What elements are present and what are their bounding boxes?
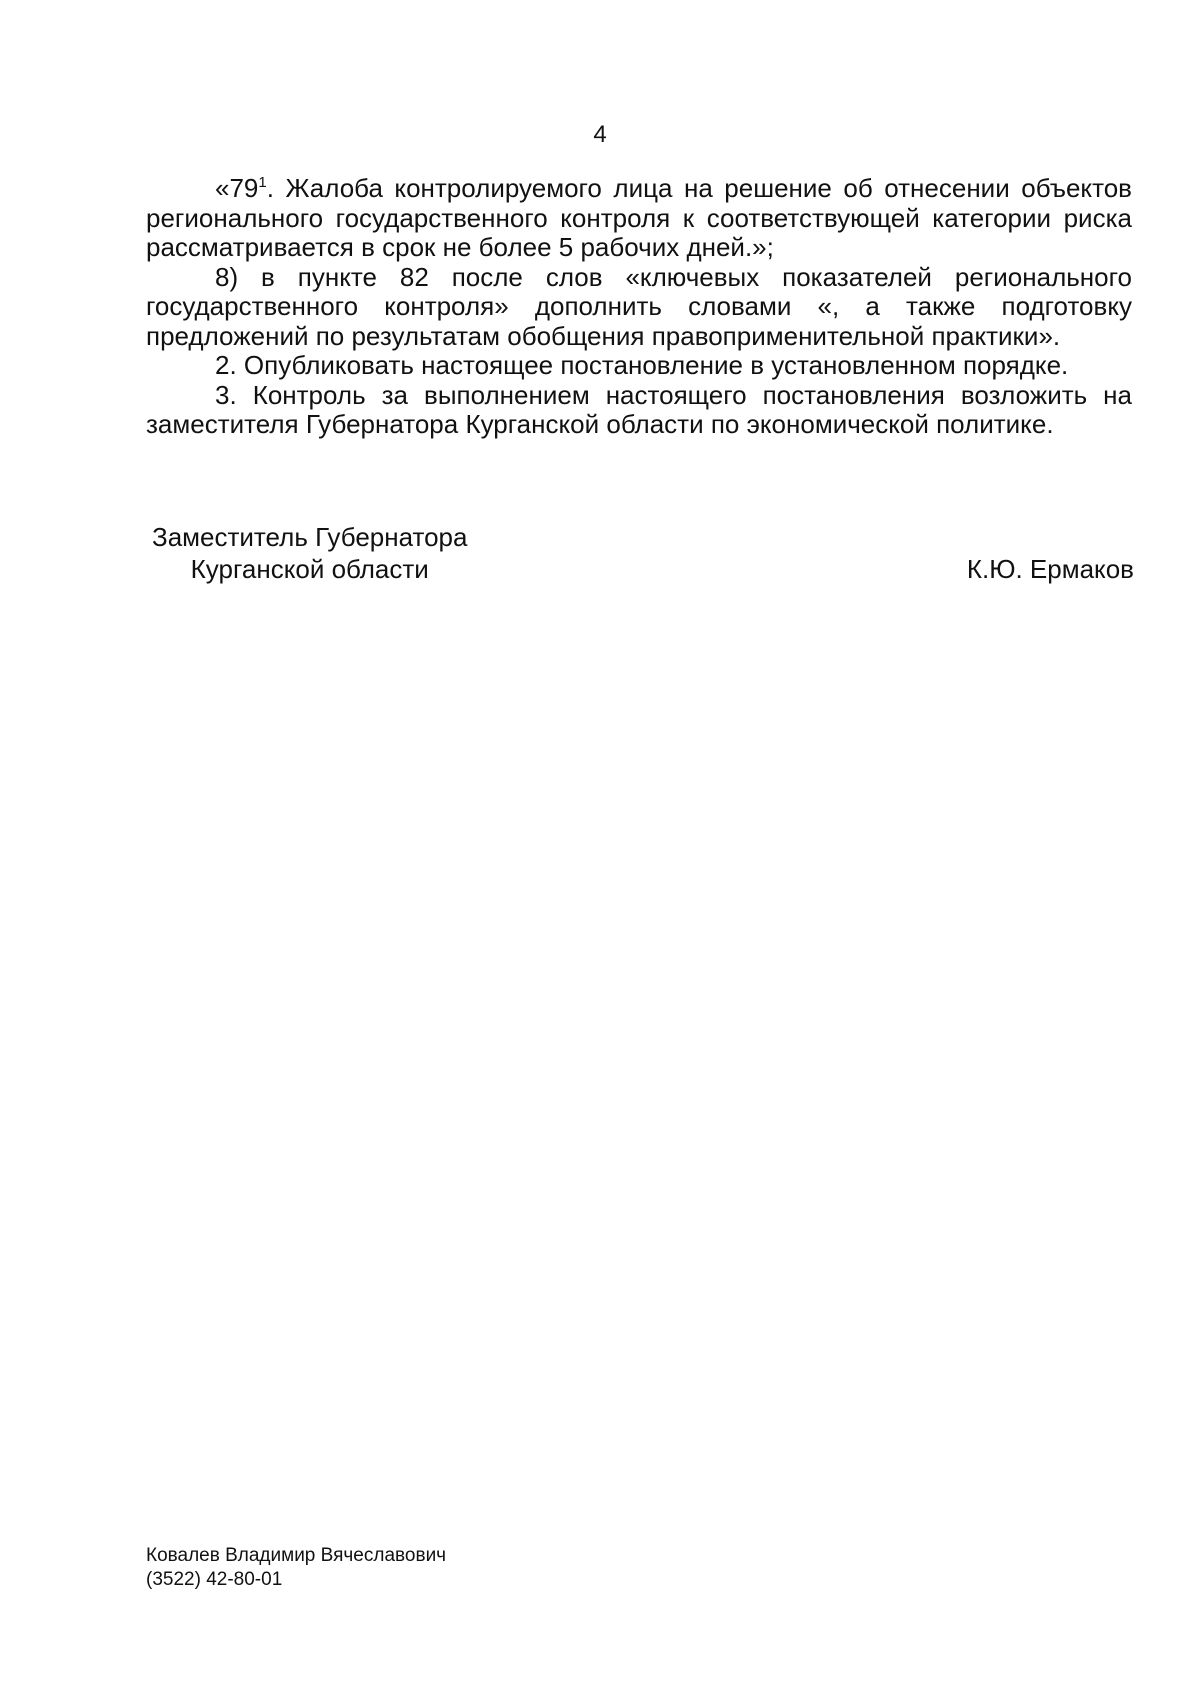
paragraph-text: . Жалоба контролируемого лица на решение об отнесении объектов регионального государственного контроля к соответствующей категории риска рассматривается в срок не более 5 рабочих дней.»; — [146, 173, 1132, 262]
executor-phone: (3522) 42-80-01 — [146, 1569, 283, 1590]
superscript-number: 1 — [258, 174, 267, 191]
signatory-name: К.Ю. Ермаков — [966, 554, 1134, 584]
paragraph-item-8: 8) в пункте 82 после слов «ключевых показателей регионального государственного контроля» дополнить словами «, а также подготовку предложений по результатам обобщения правоприменительной практики». — [146, 261, 1132, 351]
signatory-title-line-2: Курганской области — [190, 554, 429, 584]
executor-block — [146, 1544, 446, 1592]
paragraph-prefix: «79 — [215, 173, 259, 203]
page-number: 4 — [593, 121, 607, 148]
paragraph-79-1 — [146, 174, 1132, 263]
paragraph-item-3: 3. Контроль за выполнением настоящего постановления возложить на заместителя Губернатора Курганской области по экономической политике. — [146, 379, 1132, 439]
signatory-title-line-1: Заместитель Губернатора — [152, 522, 468, 552]
signatory-title — [152, 521, 467, 585]
executor-name: Ковалев Владимир Вячеславович — [146, 1545, 447, 1566]
document-body — [146, 174, 1132, 440]
paragraph-item-2: 2. Опубликовать настоящее постановление в установленном порядке. — [215, 350, 1069, 380]
